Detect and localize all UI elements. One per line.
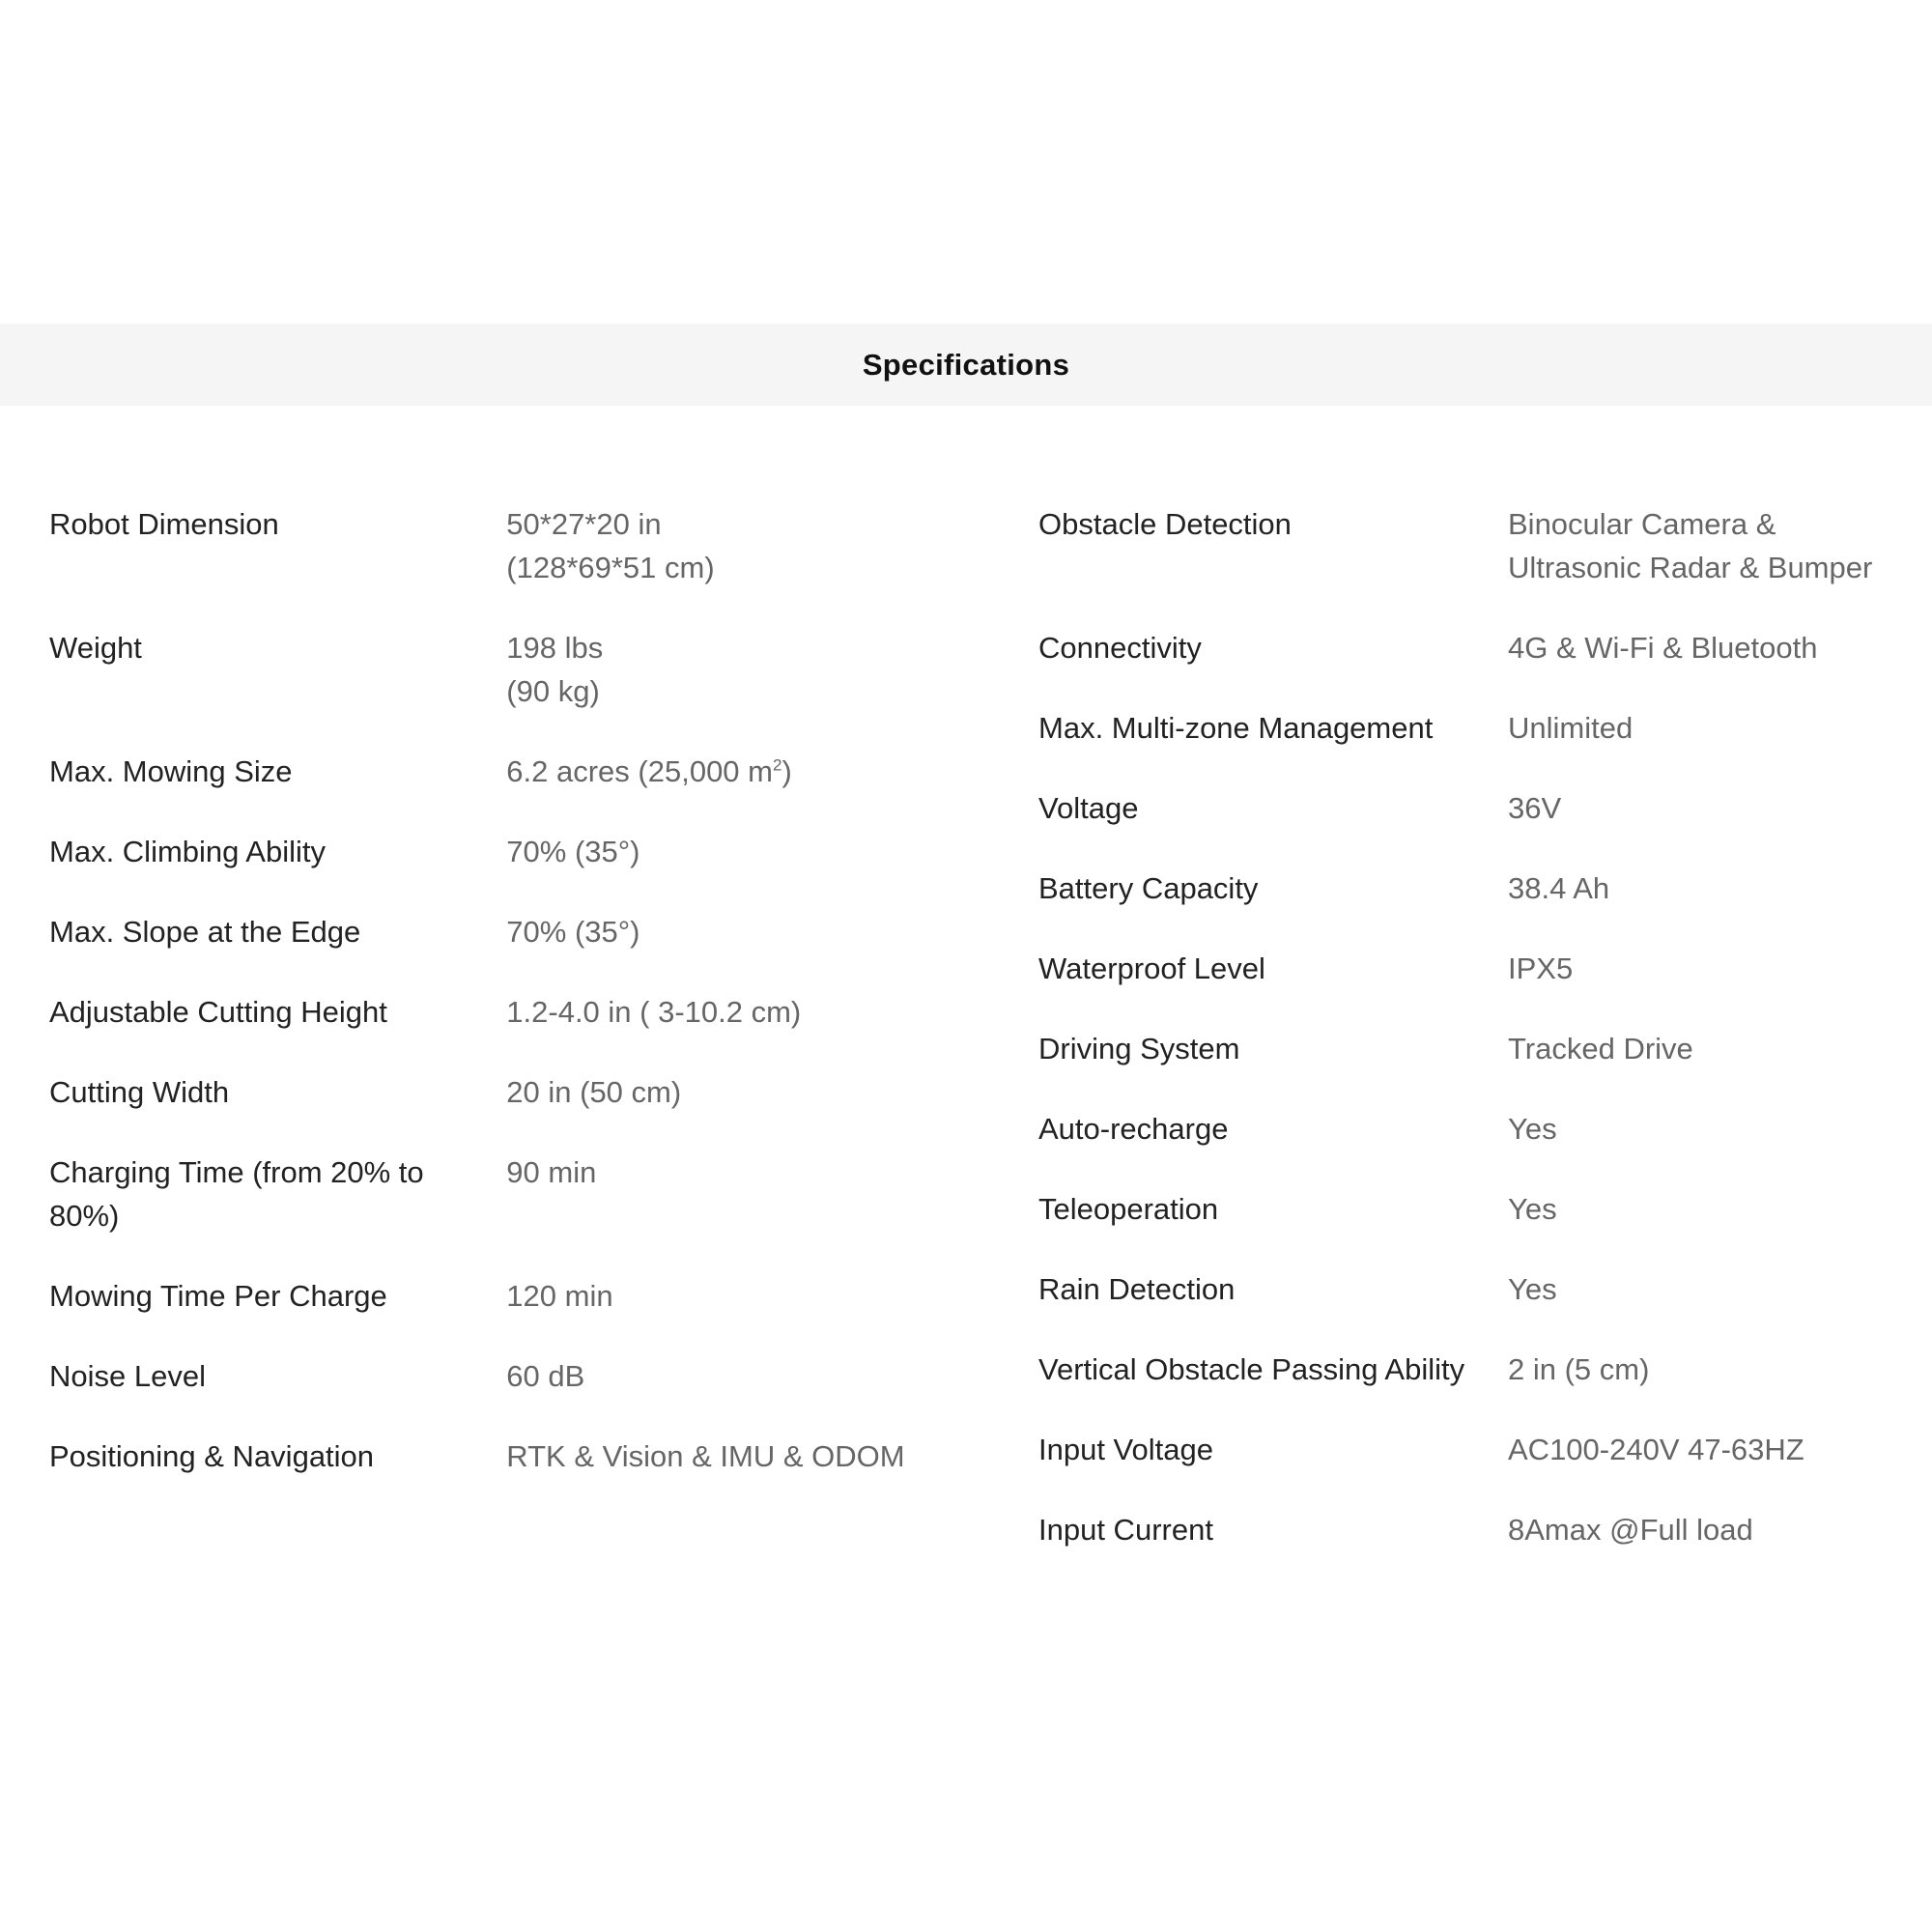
spec-label: Max. Multi-zone Management	[1038, 711, 1434, 745]
specs-right-column	[990, 502, 1932, 1588]
spec-value: RTK & Vision & IMU & ODOM	[506, 1439, 905, 1473]
spec-row	[990, 706, 1932, 750]
spec-value: 70% (35°)	[506, 915, 640, 949]
spec-value: 1.2-4.0 in ( 3-10.2 cm)	[506, 995, 802, 1029]
spec-value: Tracked Drive	[1508, 1032, 1693, 1065]
spec-label: Vertical Obstacle Passing Ability	[1038, 1352, 1465, 1386]
spec-value: Unlimited	[1508, 711, 1634, 745]
spec-value: Yes	[1508, 1272, 1557, 1306]
spec-row	[990, 786, 1932, 830]
spec-label: Noise Level	[49, 1359, 206, 1393]
spec-row	[0, 750, 966, 793]
spec-label: Robot Dimension	[49, 507, 279, 541]
spec-value: 4G & Wi-Fi & Bluetooth	[1508, 631, 1818, 665]
spec-label: Auto-recharge	[1038, 1112, 1229, 1146]
spec-label: Rain Detection	[1038, 1272, 1236, 1306]
spec-row	[0, 1354, 966, 1398]
page-title: Specifications	[862, 347, 1070, 382]
spec-row	[0, 910, 966, 953]
spec-label: Adjustable Cutting Height	[49, 995, 387, 1029]
spec-row	[990, 1267, 1932, 1311]
spec-value-text: 6.2 acres (25,000 m	[506, 754, 773, 788]
spec-label: Mowing Time Per Charge	[49, 1279, 387, 1313]
spec-label: Battery Capacity	[1038, 871, 1259, 905]
spec-row	[0, 502, 966, 589]
spec-label: Cutting Width	[49, 1075, 230, 1109]
specs-left-column	[0, 502, 966, 1515]
spec-row	[0, 830, 966, 873]
superscript: 2	[772, 755, 782, 775]
spec-value: 8Amax @Full load	[1508, 1513, 1753, 1547]
spec-label: Voltage	[1038, 791, 1139, 825]
spec-row	[990, 626, 1932, 669]
spec-row	[990, 1187, 1932, 1231]
spec-value: Binocular Camera & Ultrasonic Radar & Bumper	[1508, 507, 1873, 584]
spec-label: Connectivity	[1038, 631, 1202, 665]
spec-row	[990, 1107, 1932, 1151]
spec-row	[0, 626, 966, 713]
spec-row	[990, 947, 1932, 990]
spec-label: Obstacle Detection	[1038, 507, 1292, 541]
spec-value: 90 min	[506, 1155, 597, 1189]
spec-value-text: )	[781, 754, 792, 788]
spec-row	[990, 1348, 1932, 1391]
spec-label: Driving System	[1038, 1032, 1240, 1065]
spec-label: Max. Climbing Ability	[49, 835, 326, 868]
spec-label: Waterproof Level	[1038, 952, 1265, 985]
specifications-header	[0, 324, 1932, 406]
spec-row	[990, 1027, 1932, 1070]
spec-value: 2 in (5 cm)	[1508, 1352, 1650, 1386]
spec-value: 70% (35°)	[506, 835, 640, 868]
spec-value: 198 lbs (90 kg)	[506, 631, 604, 708]
spec-row	[990, 502, 1932, 589]
spec-label: Max. Mowing Size	[49, 754, 293, 788]
spec-value: AC100-240V 47-63HZ	[1508, 1433, 1804, 1466]
spec-row	[0, 1274, 966, 1318]
spec-value: IPX5	[1508, 952, 1574, 985]
spec-label: Input Current	[1038, 1513, 1213, 1547]
spec-label: Input Voltage	[1038, 1433, 1213, 1466]
spec-label: Teleoperation	[1038, 1192, 1219, 1226]
spec-value: 20 in (50 cm)	[506, 1075, 682, 1109]
spec-value: 60 dB	[506, 1359, 585, 1393]
spec-row	[0, 1435, 966, 1478]
spec-row	[0, 1070, 966, 1114]
spec-row	[0, 990, 966, 1034]
spec-value: Yes	[1508, 1192, 1557, 1226]
spec-label: Positioning & Navigation	[49, 1439, 375, 1473]
spec-row	[990, 1508, 1932, 1551]
spec-label: Max. Slope at the Edge	[49, 915, 361, 949]
spec-label: Charging Time (from 20% to 80%)	[49, 1155, 424, 1233]
spec-row	[990, 1428, 1932, 1471]
spec-row	[990, 867, 1932, 910]
spec-label: Weight	[49, 631, 142, 665]
spec-value: Yes	[1508, 1112, 1557, 1146]
spec-value: 36V	[1508, 791, 1562, 825]
spec-value: 120 min	[506, 1279, 613, 1313]
spec-value: 50*27*20 in (128*69*51 cm)	[506, 507, 715, 584]
spec-row	[0, 1151, 966, 1237]
spec-value	[506, 750, 966, 793]
spec-value: 38.4 Ah	[1508, 871, 1610, 905]
